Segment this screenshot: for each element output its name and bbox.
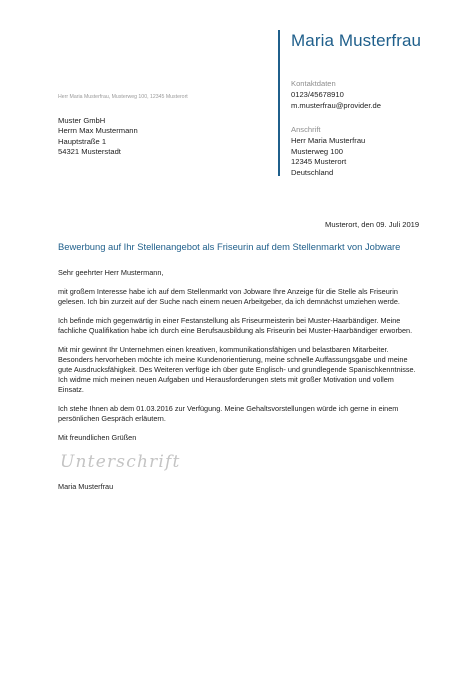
paragraph — [58, 345, 428, 395]
subject-line: Bewerbung auf Ihr Stellenangebot als Friseurin auf dem Stellenmarkt von Jobware — [58, 241, 401, 252]
applicant-name: Maria Musterfrau — [291, 31, 422, 50]
paragraph — [58, 404, 428, 424]
paragraph-line: Ich stehe Ihnen ab dem 01.03.2016 zur Verfügung. Meine Gehaltsvorstellungen würde ich gerne in einem — [58, 404, 399, 413]
recipient-address — [58, 116, 138, 157]
closing: Mit freundlichen Grüßen — [58, 433, 137, 442]
recipient-line: Herrn Max Mustermann — [58, 126, 138, 136]
paragraph-line: Ich befinde mich gegenwärtig in einer Festanstellung als Friseurmeisterin bei Muster-Haarbändiger. Meine — [58, 316, 401, 325]
paragraph — [58, 287, 428, 307]
recipient-line: Hauptstraße 1 — [58, 136, 107, 146]
paragraph-line: gute Ausdrucksfähigkeit. Des Weiteren verfüge ich über gute Englisch- und grundlegende Spanischkenntnisse. — [58, 365, 416, 374]
phone-number: 0123/45678910 — [291, 89, 344, 99]
address-line: Herr Maria Musterfrau — [291, 135, 366, 145]
paragraph-line: gelesen. Ich bin zurzeit auf der Suche nach einem neuen Arbeitgeber, da ich demnächst umziehen werde. — [58, 297, 400, 306]
letter-body — [58, 268, 428, 452]
sender-return-line: Herr Maria Musterfrau, Musterweg 100, 12345 Musterort — [58, 94, 188, 100]
paragraph-line: Einsatz. — [58, 385, 84, 394]
paragraph-line: fachliche Qualifikation habe ich durch eine Berufsausbildung als Friseurin bei Muster-Haarbändiger erworben. — [58, 326, 413, 335]
salutation: Sehr geehrter Herr Mustermann, — [58, 268, 164, 277]
contact-label: Kontaktdaten — [291, 79, 336, 88]
address-label: Anschrift — [291, 125, 321, 134]
email-address: m.musterfrau@provider.de — [291, 100, 382, 110]
address-line: 12345 Musterort — [291, 157, 347, 167]
contact-block — [291, 79, 381, 111]
paragraph-line: Besonders hervorheben möchte ich meine Kundenorientierung, meine schnelle Auffassungsgabe und meine — [58, 355, 408, 364]
recipient-line: 54321 Musterstadt — [58, 146, 121, 156]
paragraph-line: persönlichen Gespräch erläutern. — [58, 414, 166, 423]
paragraph-line: Mit mir gewinnt Ihr Unternehmen einen kreativen, kommunikationsfähigen und belastbaren Mitarbeiter. — [58, 345, 389, 354]
handwritten-signature: Unterschrift — [60, 452, 181, 472]
paragraph-line: Ich widme mich meinen neuen Aufgaben und Herausforderungen stets mit großer Motivation und vollem — [58, 375, 394, 384]
letter-date: Musterort, den 09. Juli 2019 — [325, 220, 420, 229]
address-block — [291, 125, 365, 179]
signer-name: Maria Musterfrau — [58, 482, 114, 491]
paragraph — [58, 316, 428, 336]
paragraph-line: mit großem Interesse habe ich auf dem Stellenmarkt von Jobware Ihre Anzeige für die Stelle als Friseurin — [58, 287, 398, 296]
address-line: Musterweg 100 — [291, 146, 343, 156]
address-line: Deutschland — [291, 168, 334, 178]
recipient-line: Muster GmbH — [58, 116, 106, 125]
accent-bar — [278, 30, 280, 176]
